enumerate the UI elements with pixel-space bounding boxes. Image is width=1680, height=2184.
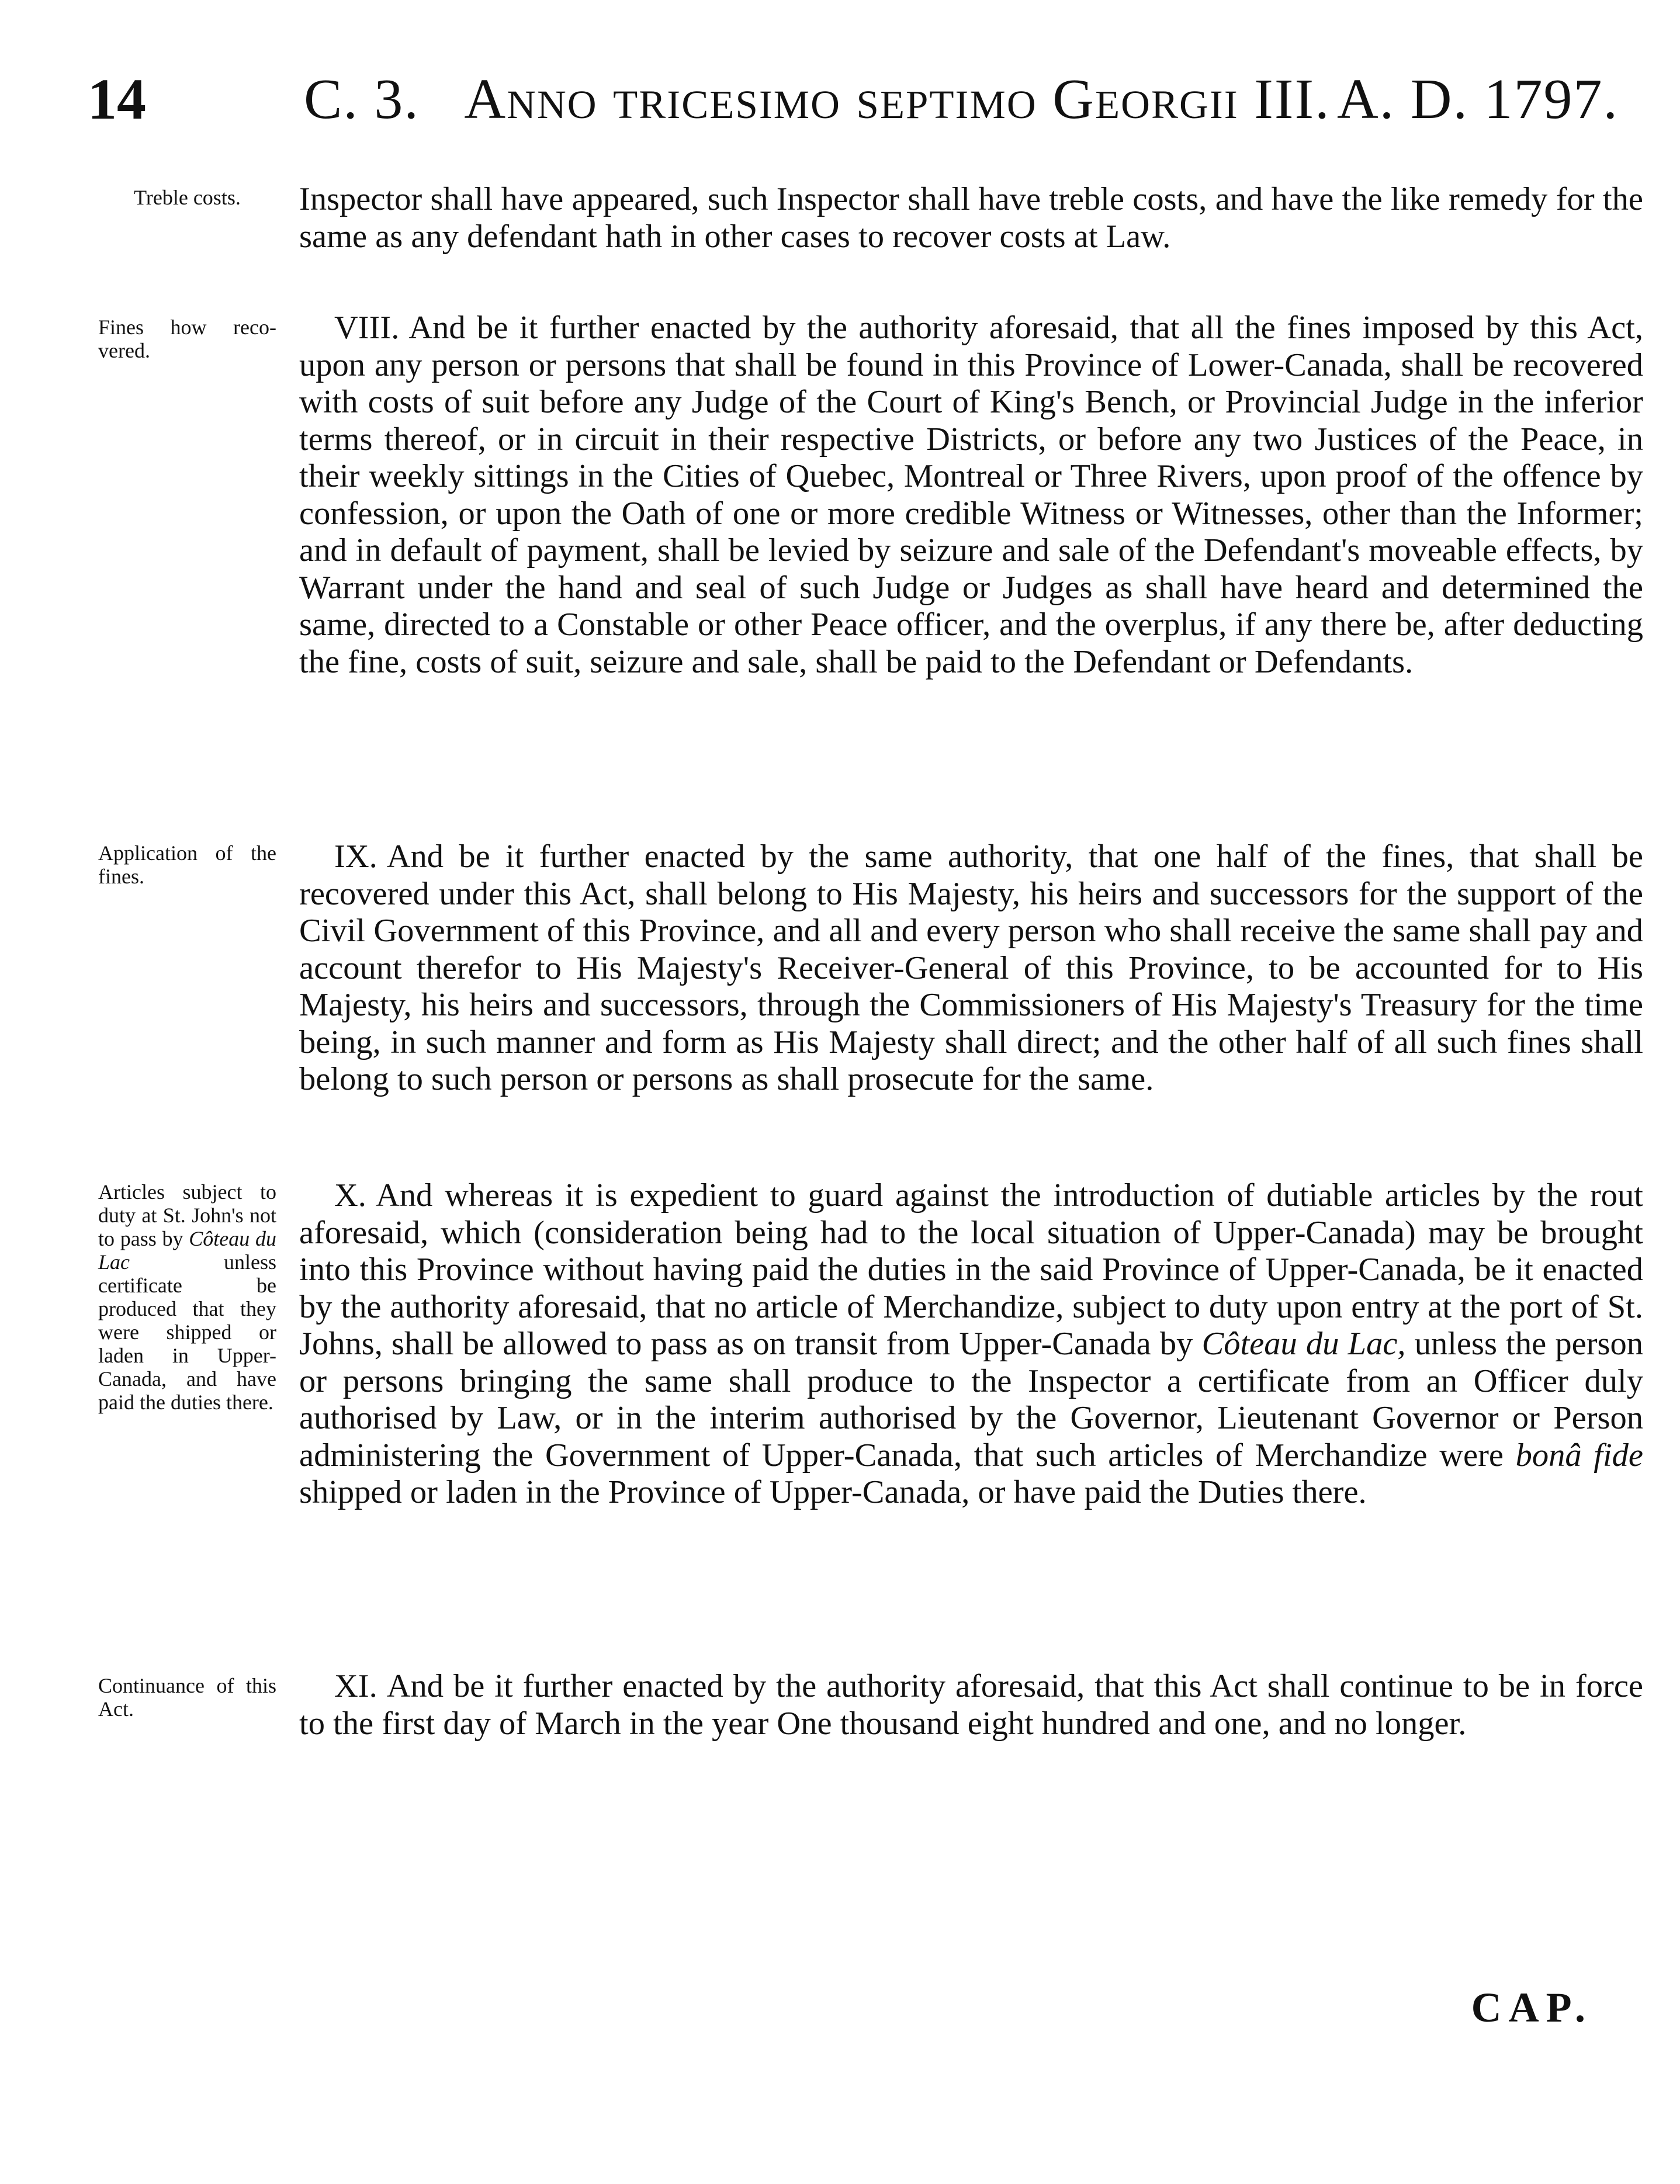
margin-note-articles-pre: Articles subject to duty at St. John's not to pass by — [98, 1180, 276, 1250]
section-x-text-1: And whereas it is expedient to guard against the introduction of dutiable articles by the rout aforesaid, which (consideration being had to the local situation of Upper-Canada) may be brought into this Province without having paid the duties in the said Province of Upper-Canada, be it enacted by the authority aforesaid, that no article of Merchandize, subject to duty upon entry at the port of St. Johns, shall be allowed to pass as on transit from Upper-Canada by — [299, 1177, 1643, 1362]
section-vii-end — [299, 181, 1643, 255]
regnal-year: Anno tricesimo septimo Georgii III. — [464, 68, 1331, 131]
section-x-text-2: unless the person or persons bringing the same shall produce to the Inspector a certificate from an Officer duly authorised by Law, or in the interim authorised by the Governor, Lieutenant Governor or Person administering the Government of Upper-Canada, that such articles of Merchandize were — [299, 1326, 1644, 1474]
section-ix — [299, 838, 1643, 1098]
section-number-x: X. — [334, 1177, 366, 1214]
section-x-place: Côteau du Lac, — [1201, 1326, 1406, 1362]
margin-note-articles-subject — [98, 1180, 276, 1414]
chapter-number: C. 3. — [304, 68, 420, 131]
section-x-bona-fide: bonâ fide — [1515, 1437, 1643, 1474]
anno-domini: A. D. 1797. — [1336, 68, 1619, 131]
section-x-text-3: shipped or laden in the Province of Upper-Canada, or have paid the Duties there. — [299, 1474, 1367, 1510]
margin-note-application-of-fines: Application of the fines. — [98, 841, 276, 888]
section-number-ix: IX. — [334, 838, 377, 875]
catchword: CAP. — [1471, 1984, 1592, 2031]
section-ix-text: And be it further enacted by the same authority, that one half of the fines, that shall be recovered under this Act, shall belong to His Majesty, his heirs and successors for the support of the Civil Government of this Province, and all and every person who shall receive the same shall pay and account therefor to His Majesty's Receiver-General of this Province, to be accounted for to His Majesty, his heirs and successors, through the Commissioners of His Majesty's Treasury for the time being, in such manner and form as His Majesty shall direct; and the other half of all such fines shall belong to such person or persons as shall prosecute for the same. — [299, 838, 1643, 1097]
margin-note-fines-recovered: Fines how reco- vered. — [98, 316, 276, 362]
running-title — [304, 56, 1619, 143]
section-viii-text: And be it further enacted by the authority aforesaid, that all the fines imposed by this Act, upon any person or persons that shall be found in this Province of Lower-Canada, shall be recovered with costs of suit before any Judge of the Court of King's Bench, or Provincial Judge in the inferior terms thereof, or in circuit in their respective Districts, or before any two Justices of the Peace, in their weekly sittings in the Cities of Quebec, Montreal or Three Rivers, upon proof of the offence by confession, or upon the Oath of one or more credible Witness or Witnesses, other than the Informer; and in default of payment, shall be levied by seizure and sale of the Defendant's moveable effects, by Warrant under the hand and seal of such Judge or Judges as shall have heard and determined the same, directed to a Constable or other Peace officer, and the overplus, if any there be, after deducting the fine, costs of suit, seizure and sale, shall be paid to the Defendant or Defendants. — [299, 310, 1643, 680]
section-vii-text: Inspector shall have appeared, such Inspector shall have treble costs, and have the like remedy for the same as any defendant hath in other cases to recover costs at Law. — [299, 181, 1643, 255]
margin-note-treble-costs: Treble costs. — [134, 186, 241, 209]
running-header — [88, 56, 1619, 143]
page-number: 14 — [88, 67, 146, 131]
section-xi-text: And be it further enacted by the authority aforesaid, that this Act shall continue to be in force to the first day of March in the year One thousand eight hundred and one, and no longer. — [299, 1668, 1643, 1742]
section-number-xi: XI. — [334, 1668, 377, 1704]
margin-note-articles-post: unless certificate be produced that they were shipped or laden in Upper-Canada, and have paid the duties there. — [98, 1250, 276, 1414]
section-xi — [299, 1668, 1643, 1742]
margin-note-articles-place: Côteau du Lac — [98, 1227, 276, 1274]
section-x — [299, 1177, 1643, 1512]
section-number-viii: VIII. — [334, 310, 400, 346]
section-viii — [299, 310, 1643, 681]
margin-note-continuance: Continuance of this Act. — [98, 1674, 276, 1721]
